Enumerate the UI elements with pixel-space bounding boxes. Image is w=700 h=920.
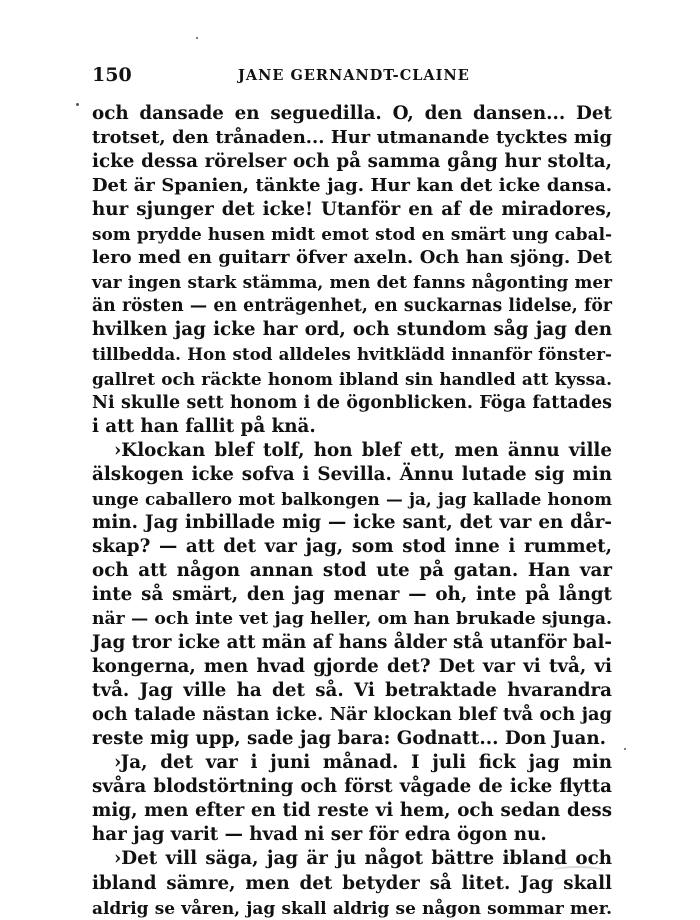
- text-line: hvilken jag icke har ord, och stundom såg jag den: [92, 319, 612, 341]
- page-number: 150: [92, 64, 132, 86]
- text-line: och att någon annan stod ute på gatan. Han var: [92, 559, 612, 581]
- text-line: hur sjunger det icke! Utanför en af de miradores,: [92, 199, 612, 221]
- scan-watermark: [552, 866, 604, 876]
- text-line: inte så smärt, den jag menar — oh, inte på långt: [92, 583, 612, 605]
- text-line: trotset, den trånaden... Hur utmanande tycktes mig: [92, 127, 612, 149]
- text-line: Ni skulle sett honom i de ögonblicken. Föga fattades: [92, 392, 612, 413]
- text-line: två. Jag ville ha det så. Vi betraktade hvarandra: [92, 680, 612, 702]
- text-line: Det är Spanien, tänkte jag. Hur kan det icke dansa.: [92, 175, 612, 197]
- text-line: icke dessa rörelser och på samma gång hur stolta,: [92, 151, 612, 173]
- running-head: JANE GERNANDT-CLAINE: [238, 67, 470, 84]
- body-text: [92, 102, 612, 920]
- text-line: skap? — att det var jag, som stod inne i rummet,: [92, 535, 612, 557]
- text-line: gallret och räckte honom ibland sin handled att kyssa.: [92, 368, 612, 389]
- text-line: och talade nästan icke. När klockan blef två och jag: [92, 704, 612, 726]
- text-line: svåra blodstörtning och först vågade de icke flytta: [92, 776, 612, 798]
- text-line: unge caballero mot balkongen — ja, jag kallade honom: [92, 488, 612, 509]
- text-line: ibland sämre, men det betyder så litet. Jag skall: [92, 872, 612, 894]
- text-line: var ingen stark stämma, men det fanns någonting mer: [92, 272, 612, 293]
- text-line: min. Jag inbillade mig — icke sant, det var en dår-: [92, 511, 612, 533]
- text-line: aldrig se våren, jag skall aldrig se någon sommar mer.: [92, 897, 612, 918]
- text-line: kongerna, men hvad gjorde det? Det var vi två, vi: [92, 656, 612, 678]
- text-line: Jag tror icke att män af hans ålder stå utanför bal-: [92, 632, 612, 654]
- text-line: när — och inte vet jag heller, om han brukade sjunga.: [92, 608, 612, 629]
- text-line: ›Klockan blef tolf, hon blef ett, men ännu ville: [114, 439, 612, 461]
- text-line: tillbedda. Hon stod alldeles hvitklädd innanför fönster-: [92, 344, 612, 365]
- text-line: och dansade en seguedilla. O, den dansen... Det: [92, 103, 612, 124]
- text-line: i att han fallit på knä.: [92, 415, 316, 437]
- text-line: reste mig upp, sade jag bara: Godnatt... Don Juan.: [92, 728, 606, 750]
- text-line: mig, men efter en tid reste vi hem, och sedan dess: [92, 800, 612, 822]
- text-line: lero med en guitarr öfver axeln. Och han sjöng. Det: [92, 247, 612, 269]
- text-line: ›Det vill säga, jag är ju något bättre ibland och: [114, 848, 612, 870]
- text-line: än rösten — en enträgenhet, en suckarnas lidelse, för: [92, 296, 612, 317]
- paper-speck: [76, 103, 79, 106]
- page-header: [92, 64, 612, 88]
- text-line: ›Ja, det var i juni månad. I juli fick jag min: [114, 752, 612, 774]
- paper-speck: [624, 748, 626, 750]
- paper-speck: [196, 37, 198, 39]
- text-line: har jag varit — hvad ni ser för edra ögon nu.: [92, 824, 547, 846]
- text-line: älskogen icke sofva i Sevilla. Ännu lutade sig min: [92, 463, 612, 485]
- text-line: som prydde husen midt emot stod en smärt ung cabal-: [92, 224, 612, 245]
